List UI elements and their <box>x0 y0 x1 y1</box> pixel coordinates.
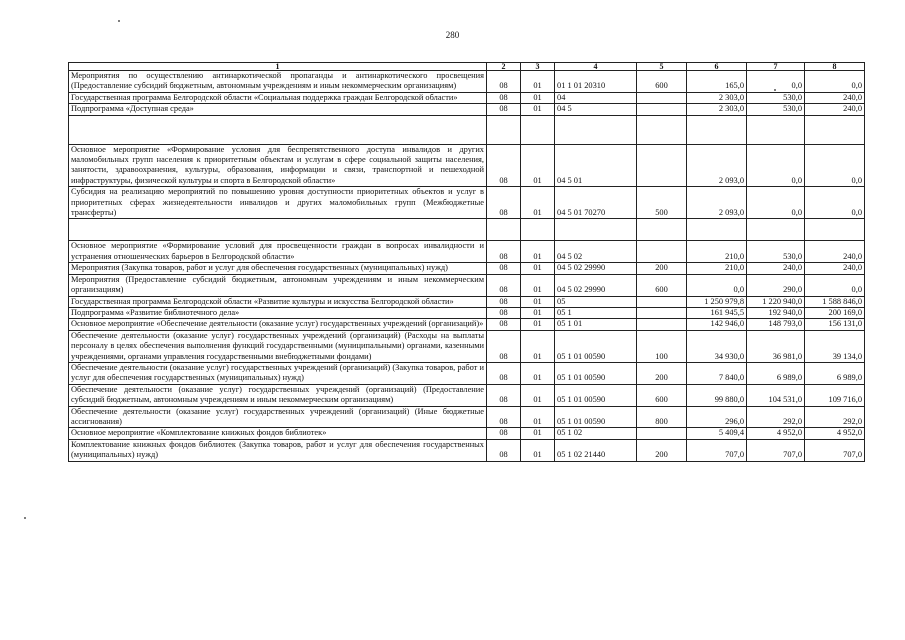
subsection-code: 01 <box>521 144 555 187</box>
amount-year-3: 1 588 846,0 <box>805 296 865 307</box>
target-article: 04 5 01 <box>555 144 637 187</box>
amount-year-3 <box>805 219 865 241</box>
amount-year-2: 4 952,0 <box>747 428 805 439</box>
amount-year-1: 5 409,4 <box>687 428 747 439</box>
amount-year-3: 240,0 <box>805 241 865 263</box>
table-row <box>69 263 865 274</box>
section-code: 08 <box>487 406 521 428</box>
amount-year-1 <box>687 219 747 241</box>
section-code: 08 <box>487 241 521 263</box>
target-article: 05 1 01 <box>555 319 637 330</box>
scan-speck <box>118 20 120 22</box>
amount-year-3: 240,0 <box>805 263 865 274</box>
amount-year-2: 104 531,0 <box>747 384 805 406</box>
table-row <box>69 307 865 318</box>
expense-type: 200 <box>637 362 687 384</box>
table-row <box>69 439 865 461</box>
column-header-6: 6 <box>687 63 747 71</box>
amount-year-3: 0,0 <box>805 187 865 219</box>
table-row <box>69 428 865 439</box>
expense-type <box>637 307 687 318</box>
target-article: 05 1 02 <box>555 428 637 439</box>
amount-year-1: 161 945,5 <box>687 307 747 318</box>
subsection-code: 01 <box>521 187 555 219</box>
amount-year-1: 1 250 979,8 <box>687 296 747 307</box>
amount-year-2 <box>747 219 805 241</box>
table-row <box>69 144 865 187</box>
amount-year-2: 0,0 <box>747 71 805 93</box>
subsection-code: 01 <box>521 307 555 318</box>
amount-year-3: 4 952,0 <box>805 428 865 439</box>
expense-type: 200 <box>637 439 687 461</box>
target-article: 04 5 02 <box>555 241 637 263</box>
subsection-code: 01 <box>521 439 555 461</box>
target-article: 04 <box>555 92 637 103</box>
row-description: Субсидия на реализацию мероприятий по повышению уровня доступности приоритетных объектов и услуг в приоритетных сферах жизнедеятельности инвалидов и других маломобильных групп (Межбюджетные трансферты) <box>69 187 487 219</box>
amount-year-2: 707,0 <box>747 439 805 461</box>
row-description: Подпрограмма «Развитие библиотечного дела» <box>69 307 487 318</box>
amount-year-2: 0,0 <box>747 187 805 219</box>
section-code: 08 <box>487 92 521 103</box>
section-code: 08 <box>487 330 521 362</box>
amount-year-2: 192 940,0 <box>747 307 805 318</box>
section-code: 08 <box>487 428 521 439</box>
row-description: Комплектование книжных фондов библиотек (Закупка товаров, работ и услуг для обеспечения государственных (муниципальных) нужд) <box>69 439 487 461</box>
table-body <box>69 71 865 462</box>
amount-year-1: 7 840,0 <box>687 362 747 384</box>
amount-year-1: 142 946,0 <box>687 319 747 330</box>
amount-year-2: 290,0 <box>747 274 805 296</box>
amount-year-1: 296,0 <box>687 406 747 428</box>
amount-year-1: 2 093,0 <box>687 187 747 219</box>
amount-year-2: 292,0 <box>747 406 805 428</box>
section-code: 08 <box>487 296 521 307</box>
expense-type: 100 <box>637 330 687 362</box>
expense-type <box>637 144 687 187</box>
table-row <box>69 104 865 115</box>
column-header-5: 5 <box>637 63 687 71</box>
subsection-code: 01 <box>521 263 555 274</box>
amount-year-1: 210,0 <box>687 263 747 274</box>
scan-speck <box>774 89 776 91</box>
target-article: 05 1 01 00590 <box>555 406 637 428</box>
table-row <box>69 319 865 330</box>
target-article <box>555 219 637 241</box>
amount-year-2: 6 989,0 <box>747 362 805 384</box>
section-code <box>487 115 521 144</box>
target-article <box>555 115 637 144</box>
amount-year-3: 707,0 <box>805 439 865 461</box>
table-row <box>69 241 865 263</box>
table-row <box>69 92 865 103</box>
amount-year-1: 2 093,0 <box>687 144 747 187</box>
column-header-1: 1 <box>69 63 487 71</box>
expense-type: 600 <box>637 71 687 93</box>
amount-year-3: 39 134,0 <box>805 330 865 362</box>
target-article: 05 1 <box>555 307 637 318</box>
row-description: Обеспечение деятельности (оказание услуг) государственных учреждений (организаций) (Иные бюджетные ассигнования) <box>69 406 487 428</box>
expense-type: 800 <box>637 406 687 428</box>
amount-year-2: 530,0 <box>747 92 805 103</box>
table-row <box>69 330 865 362</box>
expense-type: 600 <box>637 274 687 296</box>
amount-year-2: 530,0 <box>747 104 805 115</box>
column-header-2: 2 <box>487 63 521 71</box>
table-row <box>69 187 865 219</box>
amount-year-3: 240,0 <box>805 92 865 103</box>
subsection-code: 01 <box>521 330 555 362</box>
row-description: Подпрограмма «Доступная среда» <box>69 104 487 115</box>
column-header-3: 3 <box>521 63 555 71</box>
target-article: 05 1 01 00590 <box>555 384 637 406</box>
target-article: 04 5 01 70270 <box>555 187 637 219</box>
target-article: 01 1 01 20310 <box>555 71 637 93</box>
target-article: 04 5 <box>555 104 637 115</box>
section-code: 08 <box>487 144 521 187</box>
expense-type <box>637 219 687 241</box>
row-description <box>69 219 487 241</box>
amount-year-3: 292,0 <box>805 406 865 428</box>
subsection-code <box>521 115 555 144</box>
subsection-code: 01 <box>521 296 555 307</box>
amount-year-1: 0,0 <box>687 274 747 296</box>
row-description: Основное мероприятие «Формирование условия для беспрепятственного доступа инвалидов и других маломобильных групп населения к приоритетным объектам и услугам в сфере социальной защиты населения, занятости, здравоохранения, культуры, образования, информации и связи, транспортной и пешеходной инфраструктуры, физической культуры и спорта в Белгородской области» <box>69 144 487 187</box>
target-article: 04 5 02 29990 <box>555 263 637 274</box>
column-header-4: 4 <box>555 63 637 71</box>
table-header-row <box>69 63 865 71</box>
row-description: Основное мероприятие «Формирование условий для просвещенности граждан в вопросах инвалидности и устранения отношенческих барьеров в Белгородской области» <box>69 241 487 263</box>
amount-year-1: 99 880,0 <box>687 384 747 406</box>
target-article: 05 1 01 00590 <box>555 362 637 384</box>
amount-year-1: 707,0 <box>687 439 747 461</box>
amount-year-2: 1 220 940,0 <box>747 296 805 307</box>
table-row <box>69 406 865 428</box>
section-code: 08 <box>487 263 521 274</box>
subsection-code: 01 <box>521 274 555 296</box>
table-row <box>69 362 865 384</box>
expense-type <box>637 428 687 439</box>
section-code: 08 <box>487 187 521 219</box>
table-row <box>69 219 865 241</box>
amount-year-2 <box>747 115 805 144</box>
amount-year-3: 240,0 <box>805 104 865 115</box>
amount-year-1: 2 303,0 <box>687 92 747 103</box>
amount-year-2: 36 981,0 <box>747 330 805 362</box>
subsection-code: 01 <box>521 362 555 384</box>
subsection-code: 01 <box>521 241 555 263</box>
expense-type <box>637 296 687 307</box>
subsection-code <box>521 219 555 241</box>
table-row <box>69 384 865 406</box>
expense-type: 200 <box>637 263 687 274</box>
expense-type <box>637 241 687 263</box>
expense-type <box>637 104 687 115</box>
section-code: 08 <box>487 319 521 330</box>
row-description: Мероприятия (Предоставление субсидий бюджетным, автономным учреждениям и иным некоммерческим организациям) <box>69 274 487 296</box>
amount-year-3 <box>805 115 865 144</box>
expense-type <box>637 92 687 103</box>
expense-type: 500 <box>637 187 687 219</box>
subsection-code: 01 <box>521 104 555 115</box>
amount-year-2: 240,0 <box>747 263 805 274</box>
amount-year-1 <box>687 115 747 144</box>
amount-year-2: 148 793,0 <box>747 319 805 330</box>
subsection-code: 01 <box>521 319 555 330</box>
amount-year-3: 6 989,0 <box>805 362 865 384</box>
scan-speck <box>24 517 26 519</box>
target-article: 05 1 01 00590 <box>555 330 637 362</box>
amount-year-2: 530,0 <box>747 241 805 263</box>
row-description: Государственная программа Белгородской области «Социальная поддержка граждан Белгородской области» <box>69 92 487 103</box>
section-code: 08 <box>487 439 521 461</box>
row-description: Государственная программа Белгородской области «Развитие культуры и искусства Белгородской области» <box>69 296 487 307</box>
amount-year-3: 200 169,0 <box>805 307 865 318</box>
amount-year-3: 156 131,0 <box>805 319 865 330</box>
section-code: 08 <box>487 384 521 406</box>
target-article: 05 <box>555 296 637 307</box>
section-code <box>487 219 521 241</box>
page-number: 280 <box>445 30 460 40</box>
amount-year-1: 165,0 <box>687 71 747 93</box>
expense-type <box>637 319 687 330</box>
row-description: Основное мероприятие «Обеспечение деятельности (оказание услуг) государственных учреждений (организаций)» <box>69 319 487 330</box>
section-code: 08 <box>487 307 521 318</box>
subsection-code: 01 <box>521 384 555 406</box>
section-code: 08 <box>487 274 521 296</box>
row-description: Мероприятия (Закупка товаров, работ и услуг для обеспечения государственных (муниципальных) нужд) <box>69 263 487 274</box>
budget-table <box>68 62 865 462</box>
section-code: 08 <box>487 104 521 115</box>
table-row <box>69 115 865 144</box>
amount-year-3: 0,0 <box>805 144 865 187</box>
amount-year-3: 0,0 <box>805 71 865 93</box>
subsection-code: 01 <box>521 92 555 103</box>
subsection-code: 01 <box>521 428 555 439</box>
table-row <box>69 296 865 307</box>
amount-year-3: 109 716,0 <box>805 384 865 406</box>
column-header-7: 7 <box>747 63 805 71</box>
row-description: Обеспечение деятельности (оказание услуг) государственных учреждений (организаций) (Закупка товаров, работ и услуг для обеспечения государственных (муниципальных) нужд) <box>69 362 487 384</box>
amount-year-1: 2 303,0 <box>687 104 747 115</box>
row-description: Мероприятия по осуществлению антинаркотической пропаганды и антинаркотического просвещения (Предоставление субсидий бюджетным, автономным учреждениям и иным некоммерческим организациям) <box>69 71 487 93</box>
column-header-8: 8 <box>805 63 865 71</box>
table-row <box>69 71 865 93</box>
amount-year-1: 210,0 <box>687 241 747 263</box>
expense-type <box>637 115 687 144</box>
target-article: 04 5 02 29990 <box>555 274 637 296</box>
row-description: Обеспечение деятельности (оказание услуг) государственных учреждений (организаций) (Предоставление субсидий бюджетным, автономным учреждениям и иным некоммерческим организациям) <box>69 384 487 406</box>
amount-year-1: 34 930,0 <box>687 330 747 362</box>
subsection-code: 01 <box>521 71 555 93</box>
row-description <box>69 115 487 144</box>
subsection-code: 01 <box>521 406 555 428</box>
section-code: 08 <box>487 71 521 93</box>
target-article: 05 1 02 21440 <box>555 439 637 461</box>
amount-year-3: 0,0 <box>805 274 865 296</box>
row-description: Обеспечение деятельности (оказание услуг) государственных учреждений (организаций) (Расходы на выплаты персоналу в целях обеспечения выполнения функций государственными (муниципальными) органами, казенными учреждениями, органами управления государственными внебюджетными фондами) <box>69 330 487 362</box>
table-row <box>69 274 865 296</box>
expense-type: 600 <box>637 384 687 406</box>
row-description: Основное мероприятие «Комплектование книжных фондов библиотек» <box>69 428 487 439</box>
amount-year-2: 0,0 <box>747 144 805 187</box>
section-code: 08 <box>487 362 521 384</box>
